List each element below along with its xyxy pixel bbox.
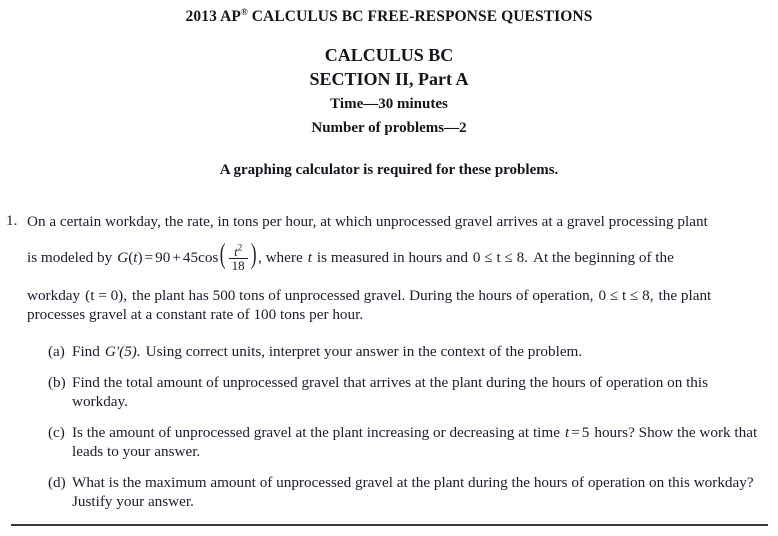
- operation-domain: 0 ≤ t ≤ 8,: [598, 286, 654, 304]
- footer-divider: [11, 524, 768, 526]
- stem-text-after-formula-a: , where: [257, 249, 303, 267]
- part-a-text-pre: Find: [72, 342, 100, 360]
- problem-parts: [48, 342, 766, 511]
- problem-1: [0, 212, 778, 511]
- problem-number: 1.: [6, 212, 18, 229]
- running-header-suffix: CALCULUS BC FREE-RESPONSE QUESTIONS: [251, 8, 593, 25]
- problem-part-a: [48, 342, 766, 361]
- title-block: [0, 43, 778, 140]
- formula-plus: +: [172, 249, 181, 267]
- part-c-text-pre: Is the amount of unprocessed gravel at the plant increasing or decreasing at time: [72, 423, 560, 441]
- registered-trademark-icon: ®: [240, 6, 248, 17]
- stem-text-after-formula-b: is measured in hours and: [316, 249, 468, 267]
- part-a-math: G′(5).: [104, 342, 141, 360]
- formula-variable: t: [133, 249, 138, 267]
- part-a-text: [72, 342, 766, 361]
- formula-G-of-t: G(t) = 90 + 45cos( $\frac{t^2}{18}$ ): [117, 239, 257, 273]
- problem-stem-paragraph: [27, 286, 766, 324]
- formula-fraction: [229, 242, 248, 273]
- part-d-letter: (d): [48, 473, 66, 491]
- time-allotment: Time—30 minutes: [330, 96, 448, 112]
- stem-variable-t-1: t: [307, 249, 312, 267]
- problem-body: [27, 212, 766, 511]
- formula-function-name: G: [117, 249, 129, 267]
- part-b-letter: (b): [48, 373, 66, 391]
- formula-coefficient: 45: [182, 249, 199, 267]
- formula-exponent: 2: [237, 242, 243, 253]
- part-c-math: t = 5: [564, 423, 590, 441]
- domain-inequality: 0 ≤ t ≤ 8.: [472, 249, 528, 267]
- stem-para-text-a: workday: [27, 286, 81, 304]
- formula-constant-term: 90: [155, 249, 171, 267]
- part-c-text: [72, 423, 766, 461]
- problem-part-d: [48, 473, 766, 511]
- problem-part-c: [48, 423, 766, 461]
- formula-trig-function: cos: [198, 249, 219, 267]
- formula-equals: =: [144, 249, 154, 267]
- part-d-text: What is the maximum amount of unprocessed gravel at the plant during the hours of operation on this workday? Justify your answer.: [72, 473, 754, 510]
- formula-fraction-denominator: 18: [231, 257, 245, 273]
- part-b-text: Find the total amount of unprocessed gravel that arrives at the plant during the hours of operation on this workday.: [72, 373, 709, 410]
- running-header: [0, 0, 778, 26]
- problem-count: Number of problems—2: [311, 120, 467, 136]
- course-title: CALCULUS BC: [324, 45, 454, 65]
- problem-stem-line-2: [27, 239, 766, 273]
- stem-text-after-formula-c: At the beginning of the: [532, 249, 674, 267]
- running-header-prefix: 2013 AP: [185, 8, 241, 25]
- part-a-letter: (a): [48, 342, 65, 360]
- stem-para-line-2: plant processes gravel at a constant rate of 100 tons per hour.: [27, 286, 712, 323]
- part-a-text-post: Using correct units, interpret your answer in the context of the problem.: [145, 342, 583, 360]
- formula-fraction-numerator: $t^2$: [229, 245, 248, 259]
- problem-part-b: [48, 373, 766, 411]
- calculator-note: A graphing calculator is required for these problems.: [219, 162, 559, 178]
- initial-condition: (t = 0),: [85, 286, 128, 304]
- stem-text-before-formula: is modeled by: [27, 249, 113, 267]
- part-c-letter: (c): [48, 423, 65, 441]
- part-c-text-post: hours? Show the work that leads to your answer.: [72, 423, 758, 460]
- problem-stem-line-1: On a certain workday, the rate, in tons per hour, at which unprocessed gravel arrives at a gravel processing plant: [27, 213, 708, 230]
- section-title: SECTION II, Part A: [309, 69, 469, 89]
- stem-para-text-b: the plant has 500 tons of unprocessed gravel. During the hours of operation,: [132, 286, 594, 304]
- stem-para-text-c: the: [658, 286, 678, 304]
